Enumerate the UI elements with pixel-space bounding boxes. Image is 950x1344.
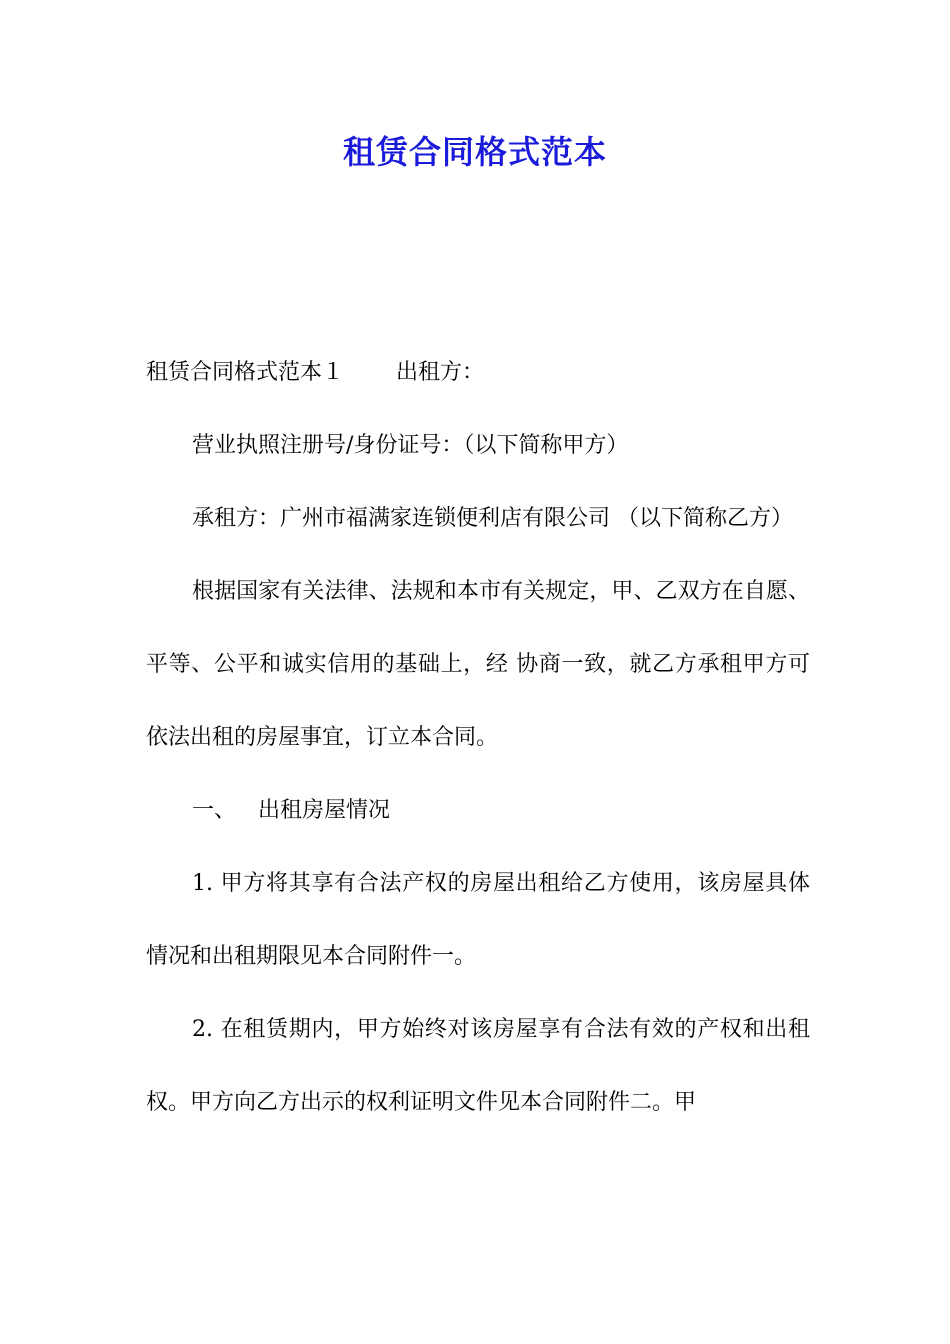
lessor-label: 出租方：	[396, 360, 485, 385]
document-body	[146, 336, 810, 1139]
clause-item-1: 1. 甲方将其享有合法产权的房屋出租给乙方使用，该房屋具体情况和出租期限见本合同附件一。	[146, 871, 810, 969]
lessee-line: 承租方：广州市福满家连锁便利店有限公司 （以下简称乙方）	[192, 506, 793, 531]
document-title: 租赁合同格式范本	[342, 133, 607, 171]
license-line: 营业执照注册号/身份证号：（以下简称甲方）	[192, 433, 629, 458]
clause-item-2: 2. 在租赁期内，甲方始终对该房屋享有合法有效的产权和出租权。甲方向乙方出示的权利证明文件见本合同附件二。甲	[146, 1017, 810, 1115]
contract-template-label: 租赁合同格式范本１	[146, 360, 345, 385]
basis-paragraph: 根据国家有关法律、法规和本市有关规定，甲、乙双方在自愿、平等、公平和诚实信用的基础上，经 协商一致，就乙方承租甲方可依法出租的房屋事宜，订立本合同。	[146, 579, 810, 750]
contract-heading-line	[146, 336, 810, 409]
section-number: 一、	[192, 798, 237, 823]
section-title: 出租房屋情况	[258, 798, 391, 823]
section-heading	[146, 774, 810, 847]
